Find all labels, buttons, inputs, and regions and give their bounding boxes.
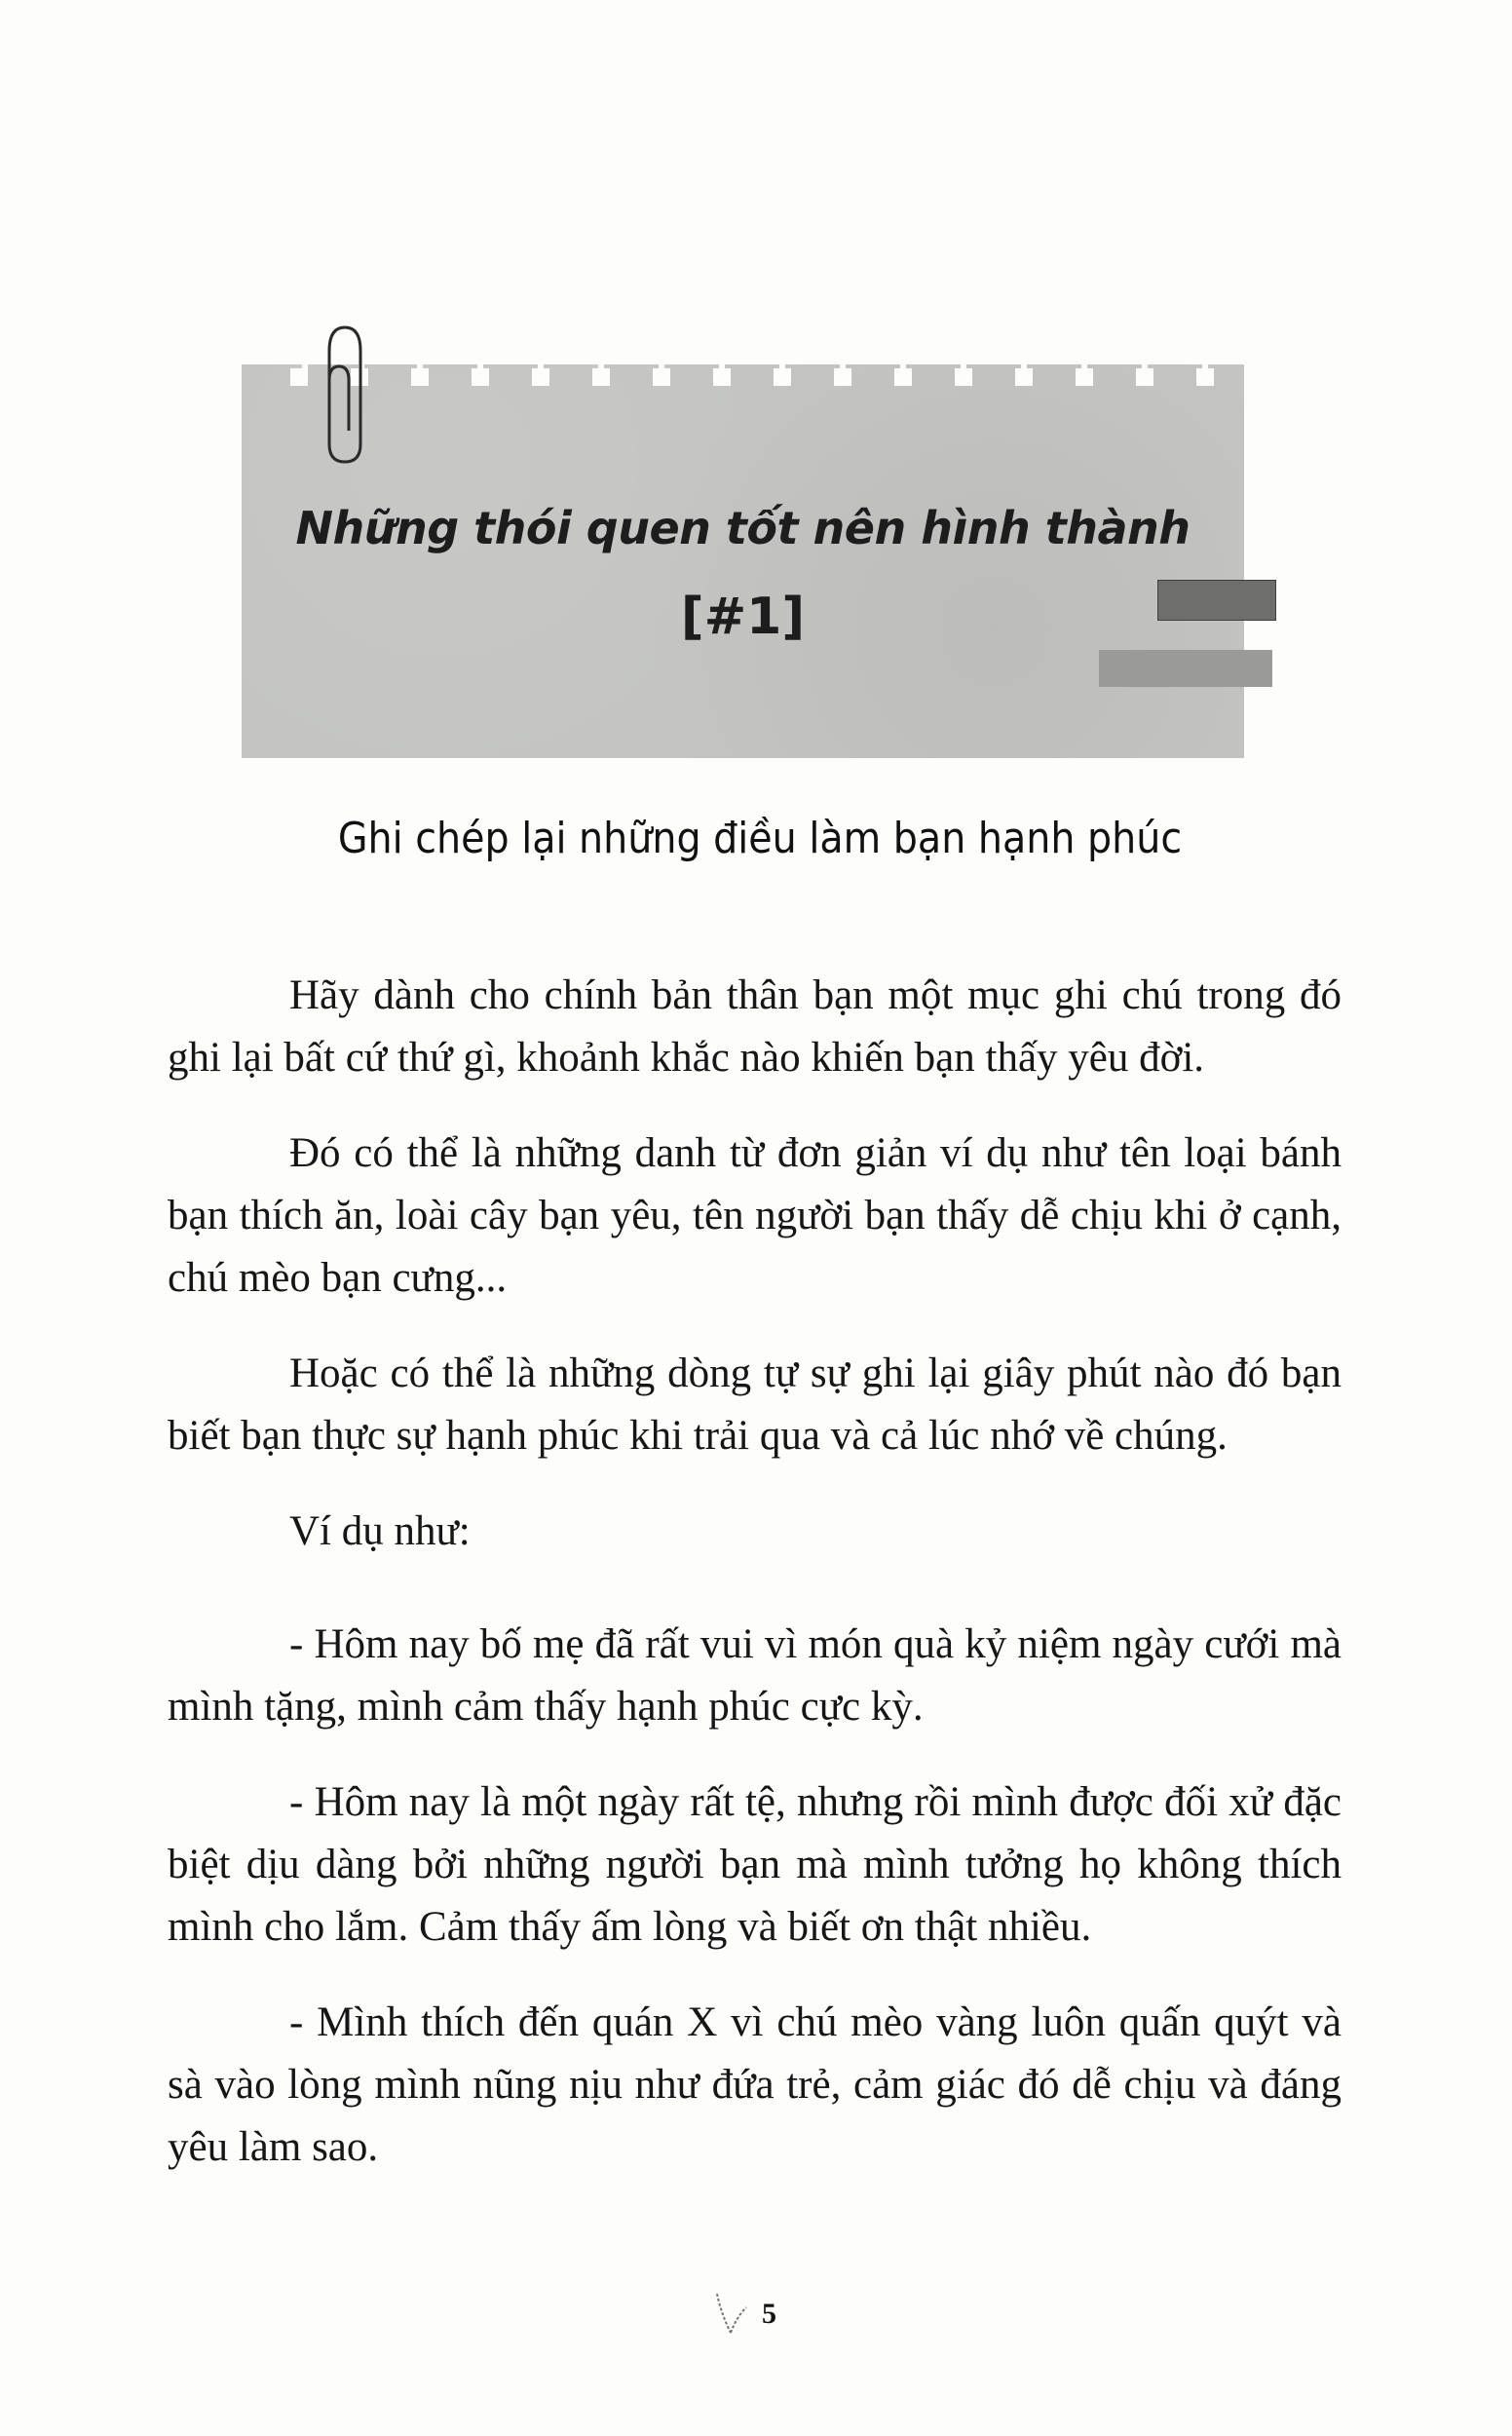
tab-marker-light: [1099, 650, 1272, 687]
example-item: - Hôm nay là một ngày rất tệ, nhưng rồi mình được đối xử đặc biệt dịu dàng bởi những người bạn mà mình tưởng họ không thích mình cho lắm. Cảm thấy ấm lòng và biết ơn thật nhiều.: [168, 1779, 1342, 1950]
chapter-title: Những thói quen tốt nên hình thành: [295, 502, 1191, 554]
example-label: Ví dụ như:: [289, 1508, 471, 1554]
chapter-number: [#1]: [680, 588, 806, 646]
perforation-row: [242, 351, 1244, 390]
example-item: - Hôm nay bố mẹ đã rất vui vì món quà kỷ niệm ngày cưới mà mình tặng, mình cảm thấy hạnh phúc cực kỳ.: [168, 1621, 1342, 1730]
section-subtitle: Ghi chép lại những điều làm bạn hạnh phúc: [337, 814, 1183, 863]
leaf-icon: [711, 2290, 750, 2339]
paragraph: Đó có thể là những danh từ đơn giản ví dụ như tên loại bánh bạn thích ăn, loài cây bạn yêu, tên người bạn thấy dễ chịu khi ở cạnh, chú mèo bạn cưng...: [168, 1130, 1342, 1301]
paragraph: Hãy dành cho chính bản thân bạn một mục ghi chú trong đó ghi lại bất cứ thứ gì, khoảnh khắc nào khiến bạn thấy yêu đời.: [168, 972, 1342, 1081]
example-item: - Mình thích đến quán X vì chú mèo vàng luôn quấn quýt và sà vào lòng mình nũng nịu như đứa trẻ, cảm giác đó dễ chịu và đáng yêu làm sao.: [168, 1999, 1342, 2170]
paperclip-icon: [310, 322, 366, 466]
page-number: 5: [762, 2298, 776, 2330]
page-footer: [701, 2290, 838, 2348]
paragraph: Hoặc có thể là những dòng tự sự ghi lại giây phút nào đó bạn biết bạn thực sự hạnh phúc khi trải qua và cả lúc nhớ về chúng.: [168, 1351, 1342, 1459]
body-text: [168, 965, 1342, 2212]
